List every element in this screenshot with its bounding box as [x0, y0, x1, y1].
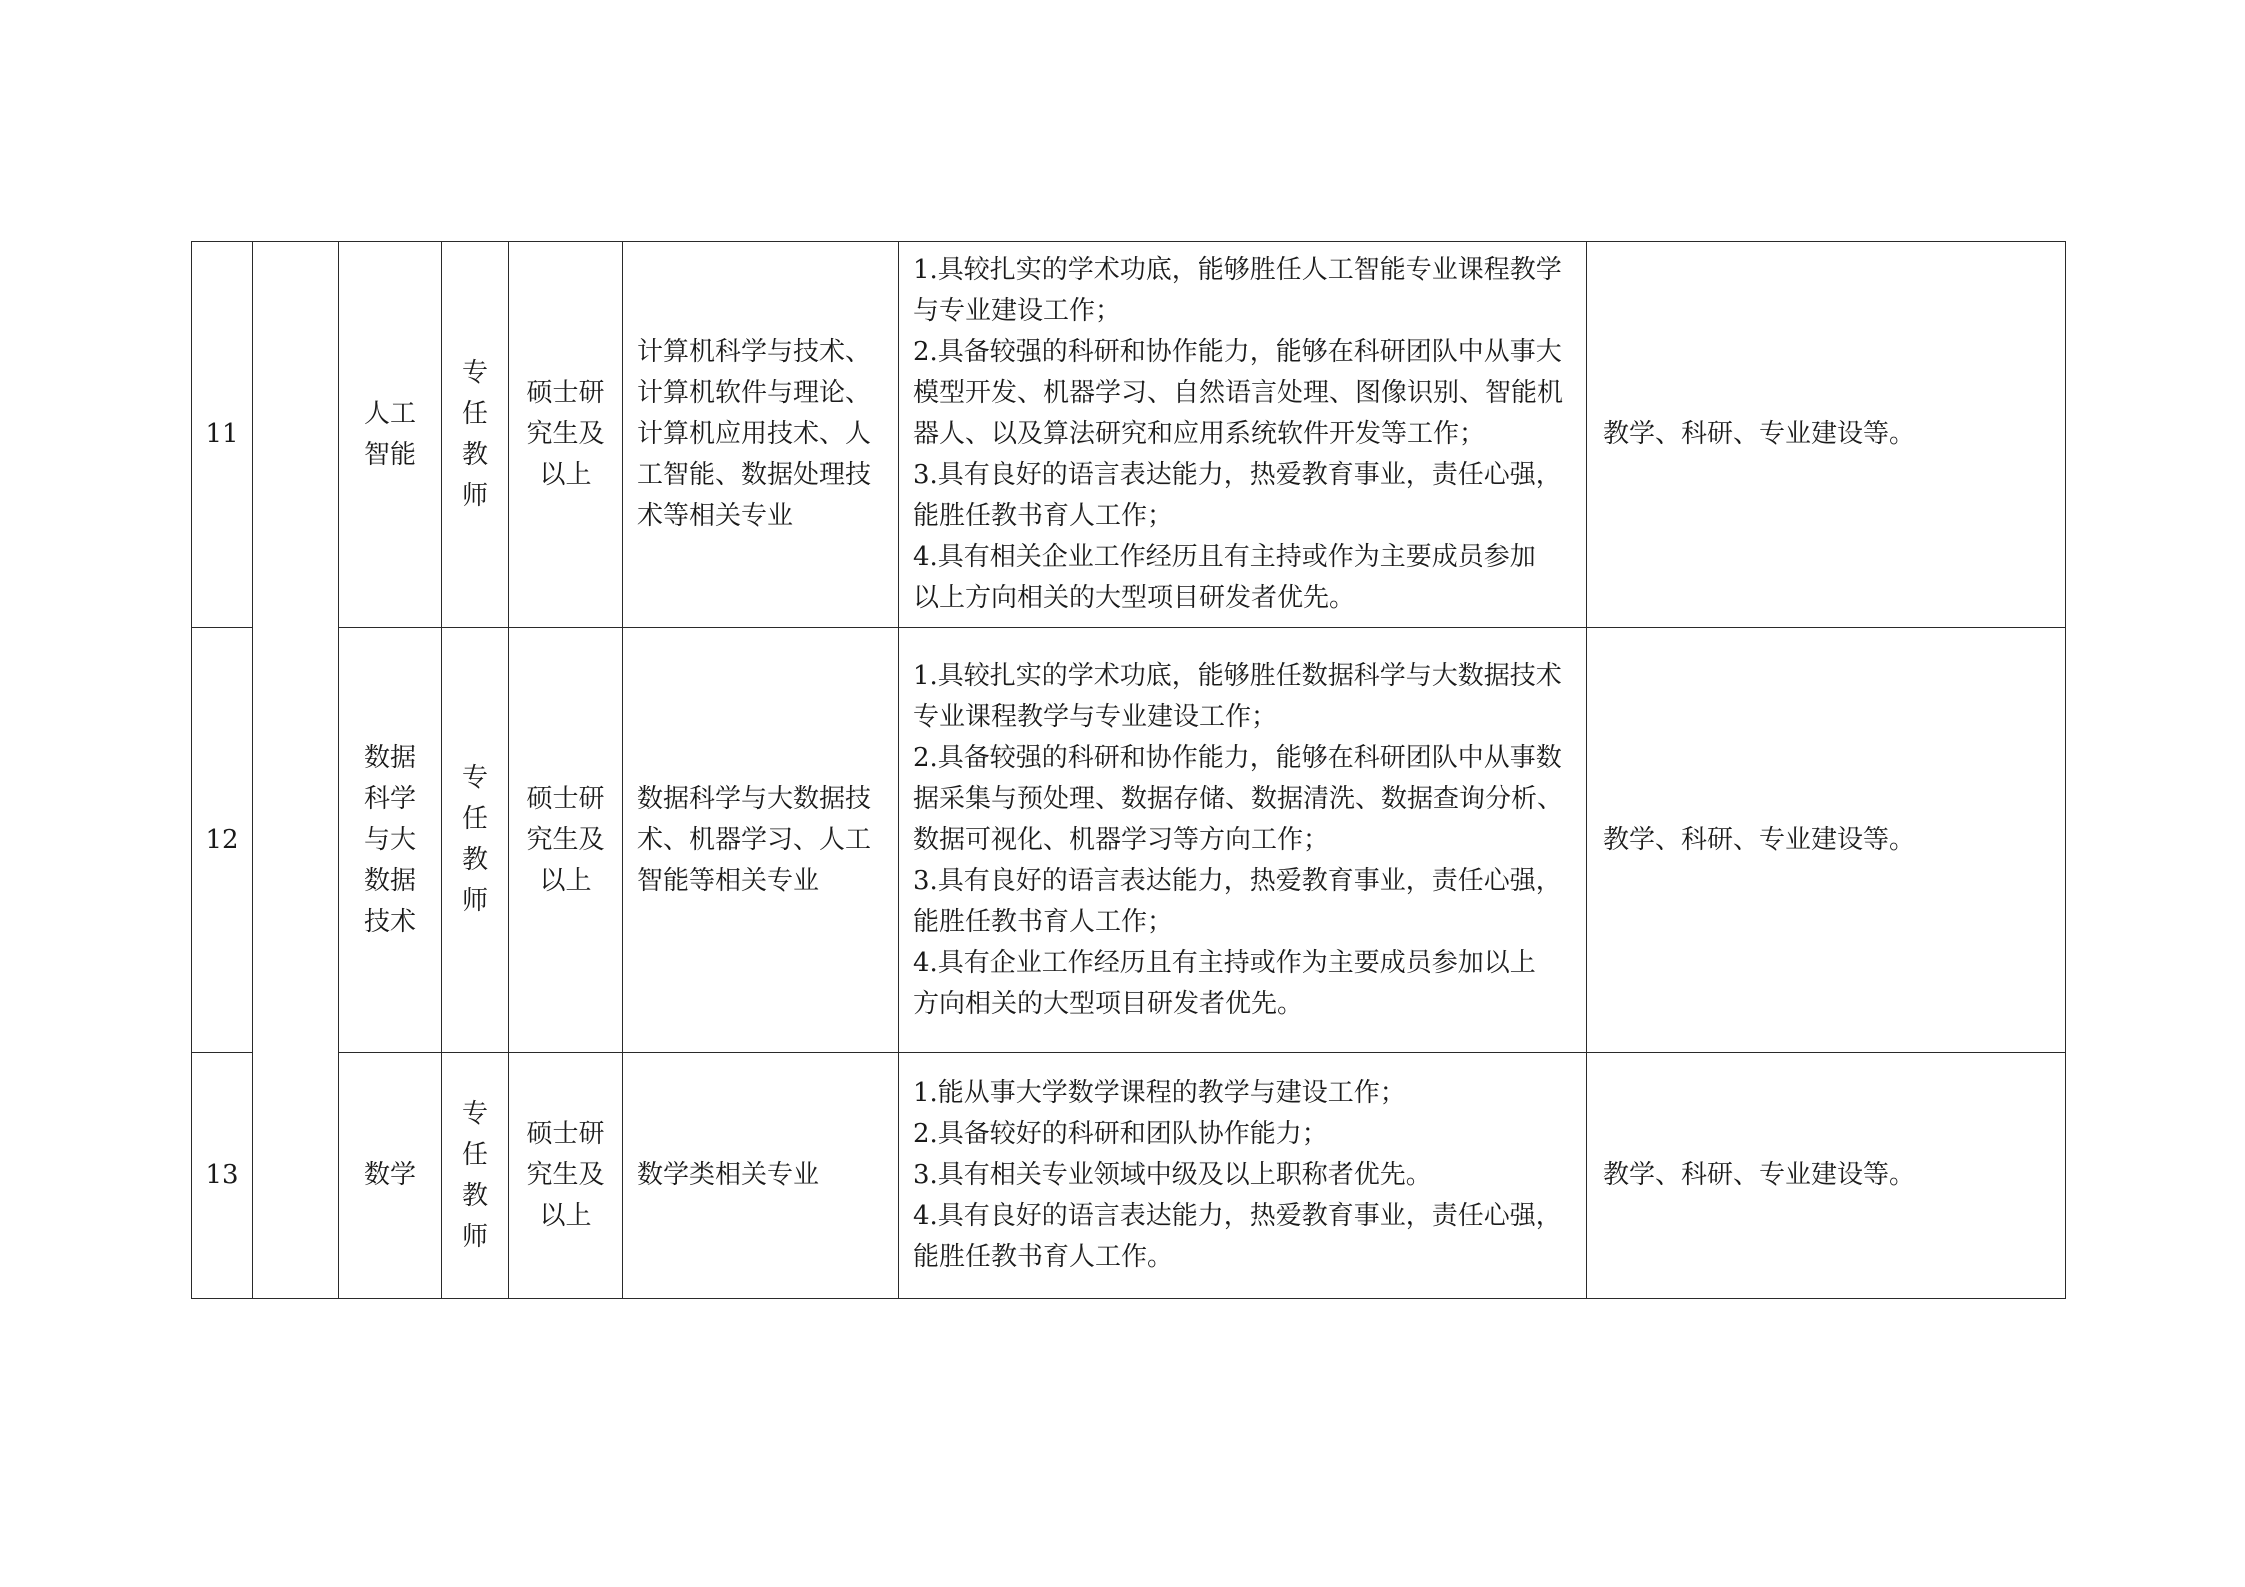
specialty-cell: 数据科学与大数据技 术、机器学习、人工 智能等相关专业 [623, 628, 899, 1053]
education-cell: 硕士研 究生及 以上 [509, 1053, 623, 1299]
major-cell: 人工 智能 [339, 242, 442, 628]
row-number: 11 [192, 242, 253, 628]
table-row [192, 1053, 2066, 1299]
position-type-cell: 专 任 教 师 [442, 1053, 509, 1299]
major-cell: 数学 [339, 1053, 442, 1299]
position-type-cell: 专 任 教 师 [442, 628, 509, 1053]
requirements-cell: 1.具较扎实的学术功底，能够胜任数据科学与大数据技术 专业课程教学与专业建设工作； 2.具备较强的科研和协作能力，能够在科研团队中从事数 据采集与预处理、数据存储、数据清洗、数据查询分析、 数据可视化、机器学习等方向工作； 3.具有良好的语言表达能力，热爱教育事业，责任心强， 能胜任教书育人工作； 4.具有企业工作经历且有主持或作为主要成员参加以上 方向相关的大型项目研发者优先。 [899, 628, 1587, 1053]
requirements-cell: 1.能从事大学数学课程的教学与建设工作； 2.具备较好的科研和团队协作能力； 3.具有相关专业领域中级及以上职称者优先。 4.具有良好的语言表达能力，热爱教育事业，责任心强， 能胜任教书育人工作。 [899, 1053, 1587, 1299]
row-number: 13 [192, 1053, 253, 1299]
duties-cell: 教学、科研、专业建设等。 [1587, 628, 2066, 1053]
education-cell: 硕士研 究生及 以上 [509, 242, 623, 628]
requirements-cell: 1.具较扎实的学术功底，能够胜任人工智能专业课程教学 与专业建设工作； 2.具备较强的科研和协作能力，能够在科研团队中从事大 模型开发、机器学习、自然语言处理、图像识别、智能机 器人、以及算法研究和应用系统软件开发等工作； 3.具有良好的语言表达能力，热爱教育事业，责任心强， 能胜任教书育人工作； 4.具有相关企业工作经历且有主持或作为主要成员参加 以上方向相关的大型项目研发者优先。 [899, 242, 1587, 628]
major-cell: 数据 科学 与大 数据 技术 [339, 628, 442, 1053]
duties-cell: 教学、科研、专业建设等。 [1587, 1053, 2066, 1299]
row-number: 12 [192, 628, 253, 1053]
merged-category-cell [253, 242, 339, 1299]
table-row [192, 242, 2066, 628]
position-type-cell: 专 任 教 师 [442, 242, 509, 628]
table-row [192, 628, 2066, 1053]
education-cell: 硕士研 究生及 以上 [509, 628, 623, 1053]
specialty-cell: 数学类相关专业 [623, 1053, 899, 1299]
specialty-cell: 计算机科学与技术、 计算机软件与理论、 计算机应用技术、人 工智能、数据处理技 术等相关专业 [623, 242, 899, 628]
recruitment-table [191, 241, 2066, 1299]
duties-cell: 教学、科研、专业建设等。 [1587, 242, 2066, 628]
